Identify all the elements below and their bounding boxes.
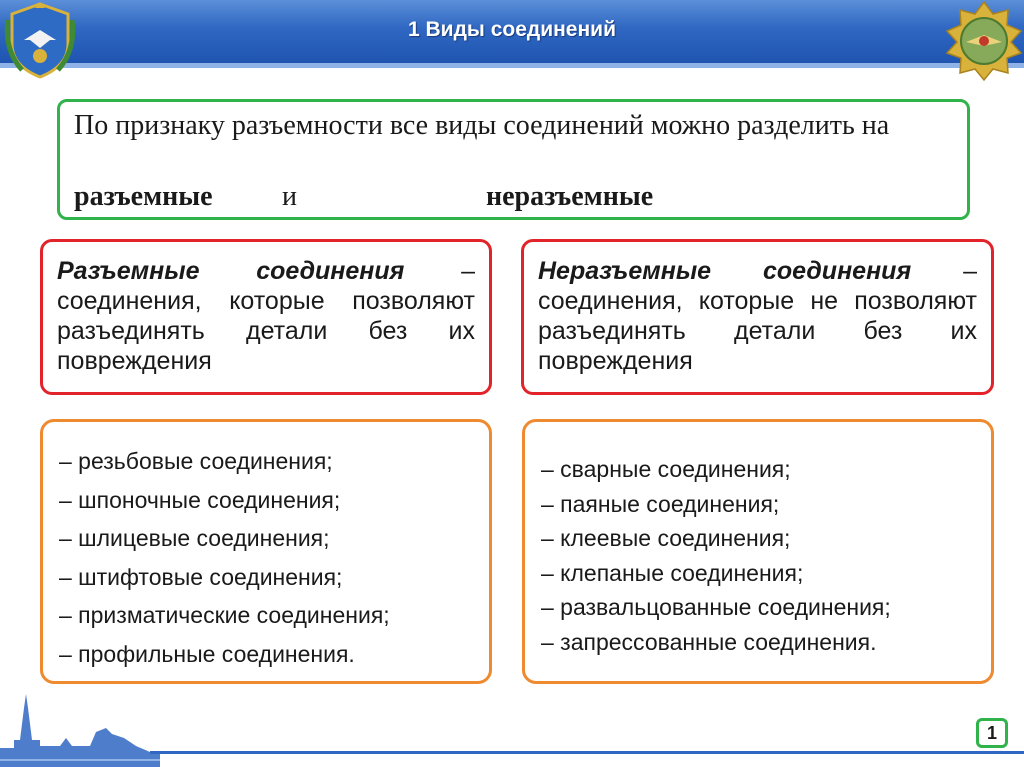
- detachable-definition-text: – соединения, которые позволяют разъединять детали без их повреждения: [57, 257, 475, 375]
- permanent-definition-box: [521, 239, 994, 395]
- slide-title: 1 Виды соединений: [408, 18, 616, 41]
- detachable-list-box: [40, 419, 492, 684]
- list-item: – шпоночные соединения;: [59, 486, 341, 513]
- permanent-list-box: [522, 419, 994, 684]
- permanent-list: [541, 452, 891, 659]
- city-skyline-icon: [0, 688, 160, 767]
- list-item: – развальцованные соединения;: [541, 594, 891, 620]
- type-detachable-label: разъемные: [74, 181, 213, 212]
- permanent-definition-text: – соединения, которые не позволяют разъединять детали без их повреждения: [538, 257, 977, 375]
- detachable-definition: [57, 256, 475, 376]
- footer-line: [150, 751, 1024, 754]
- list-item: – паяные соединения;: [541, 490, 780, 517]
- list-item: – запрессованные соединения.: [541, 628, 877, 655]
- detachable-definition-box: [40, 239, 492, 395]
- list-item: – призматические соединения;: [59, 602, 390, 628]
- intro-types-line: [74, 182, 958, 212]
- list-item: – профильные соединения.: [59, 640, 355, 667]
- page-number-badge: 1: [976, 718, 1008, 748]
- list-item: – клепаные соединения;: [541, 559, 804, 586]
- list-item: – шлицевые соединения;: [59, 525, 330, 551]
- list-item: – резьбовые соединения;: [59, 448, 333, 474]
- permanent-definition: [538, 256, 977, 376]
- detachable-term: Разъемные соединения: [57, 257, 405, 285]
- list-item: – клеевые соединения;: [541, 525, 791, 551]
- list-item: – штифтовые соединения;: [59, 563, 343, 590]
- type-permanent-label: неразъемные: [486, 181, 654, 212]
- conjunction-label: и: [282, 181, 297, 212]
- permanent-term: Неразъемные соединения: [538, 257, 912, 285]
- header-band: [0, 63, 1024, 68]
- intro-sentence: По признаку разъемности все виды соединений можно разделить на: [74, 110, 890, 141]
- intro-box: [57, 99, 970, 220]
- detachable-list: [59, 442, 390, 673]
- list-item: – сварные соединения;: [541, 456, 791, 482]
